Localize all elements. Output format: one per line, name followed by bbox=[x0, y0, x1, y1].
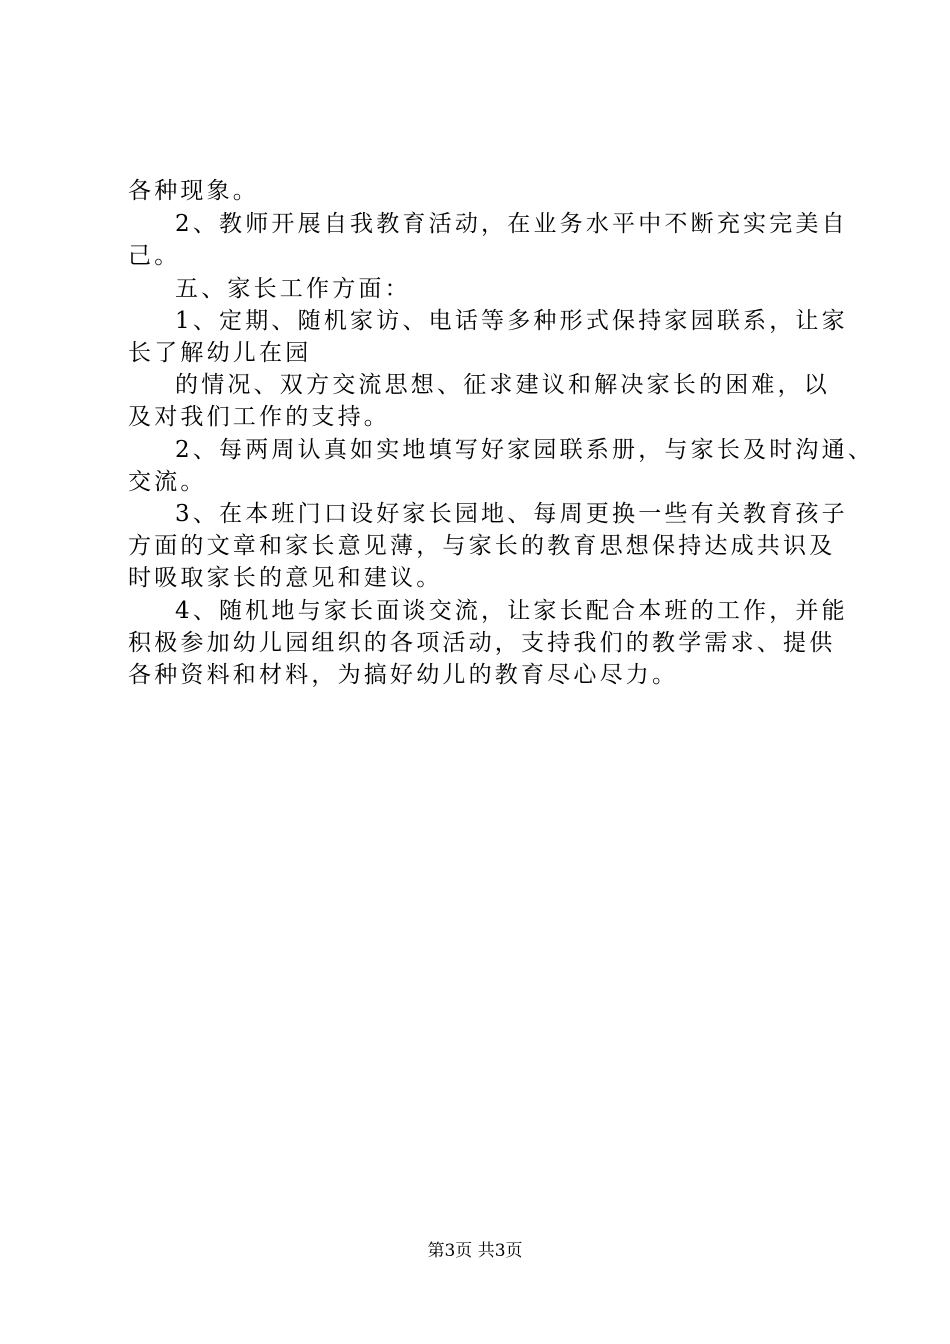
page-number: 第3页 共3页 bbox=[427, 1241, 523, 1261]
text-line: 己。 bbox=[128, 243, 181, 269]
text-line: 的情况、双方交流思想、征求建议和解决家长的困难，以 bbox=[175, 372, 830, 398]
section-heading: 五、家长工作方面： bbox=[175, 276, 411, 302]
text-line: 4、随机地与家长面谈交流，让家长配合本班的工作，并能 bbox=[175, 598, 848, 624]
text-line: 方面的文章和家长意见薄，与家长的教育思想保持达成共识及 bbox=[128, 533, 836, 559]
text-line: 交流。 bbox=[128, 469, 207, 495]
text-line: 积极参加幼儿园组织的各项活动，支持我们的教学需求、提供 bbox=[128, 630, 836, 656]
text-line: 2、教师开展自我教育活动，在业务水平中不断充实完美自 bbox=[175, 211, 848, 237]
text-line: 时吸取家长的意见和建议。 bbox=[128, 565, 443, 591]
text-line: 长了解幼儿在园 bbox=[128, 340, 312, 366]
text-line: 各种资料和材料，为搞好幼儿的教育尽心尽力。 bbox=[128, 662, 679, 688]
text-line: 及对我们工作的支持。 bbox=[128, 404, 390, 430]
text-line: 各种现象。 bbox=[128, 178, 259, 204]
text-line: 2、每两周认真如实地填写好家园联系册，与家长及时沟通、 bbox=[175, 437, 875, 463]
text-line: 1、定期、随机家访、电话等多种形式保持家园联系，让家 bbox=[175, 308, 848, 334]
text-line: 3、在本班门口设好家长园地、每周更换一些有关教育孩子 bbox=[175, 501, 848, 527]
